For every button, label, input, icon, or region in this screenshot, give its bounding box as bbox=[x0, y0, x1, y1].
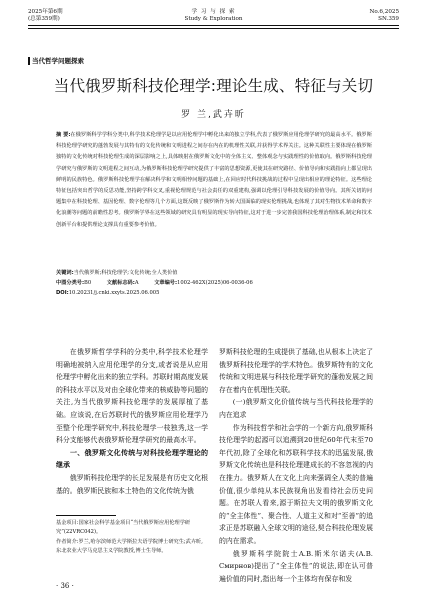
header-journal-en: Study & Exploration bbox=[184, 16, 243, 22]
body-paragraph: 罗斯科技伦理的生成提供了基础,也从根本上决定了俄罗斯科技伦理学的学术特色。俄罗斯特有的文化传统和文明进展与科技伦理学研究的蓬勃发展之间存在着内在机理性关联。 bbox=[219, 348, 373, 394]
clc-code: 中图分类号:B0 bbox=[56, 280, 92, 286]
subsection-heading: (一)俄罗斯文化价值传统与当代科技伦理学的内在追求 bbox=[219, 398, 373, 419]
header-rule-top bbox=[28, 25, 399, 26]
section-marker bbox=[28, 57, 30, 65]
article-number: 文章编号:1002-462X(2025)06-0036-06 bbox=[154, 280, 253, 286]
body-column-left bbox=[56, 346, 208, 497]
header-issue-en-block bbox=[369, 9, 399, 23]
header-rule-bottom bbox=[28, 28, 399, 29]
doi-label: DOI: bbox=[56, 290, 69, 296]
abstract-text: 在俄罗斯科学学科分类中,科学技术伦理学是以应用伦理学中孵化出来的独立学科,代表了俄罗斯应用伦理学研究的最高水平。俄罗斯科技伦理学研究的蓬勃发展与其特有的文化传统和文明进程之间存在内在的机理性关联,并获得学术界关注。这种关联性主要体现在俄罗斯独特的文化传统对科技伦理生成的深层影响之上,具体映射在俄罗斯文化中的全体主义、整体观念与实践理性的价值取向。俄罗斯科技伦理学研究与俄罗斯的文明进程之间互动,为俄罗斯科技伦理学研究提供了丰富的思想资源,更使其在研究路径、价值导向和实践指向上都呈现出鲜明的民族特色。俄罗斯科技伦理学在解决科学和文明相悖问题的基础上,在回应时代科技挑战的过程中呈现出相应的理论特征。这些理论特征包括突出哲学的反思功能,坚持跨学科交叉,重视伦理规范与社会责任的双重建构,强调以伦理引导科技发展的价值导向。其所关切的问题集中在科技伦理、基因伦理、数字伦理等几个方面,这既反映了俄罗斯作为转大国面临的现实伦理挑战,也体现了其对生物技术革命和数字化浪潮等问题的前瞻性思考。俄罗斯学界在这些领域的研究具有明显的现实导向特征,这对于进一步完善我国科技伦理治理体系,制定和技术创新平台和提供理论支撑具有重要参考价值。 bbox=[56, 132, 372, 228]
keywords-text: 当代俄罗斯;科技伦理学;文化传统;全人类价值 bbox=[73, 270, 178, 276]
document-code: 文献标志码:A bbox=[106, 280, 139, 286]
body-paragraph: 作为科技哲学和社会学的一个新方向,俄罗斯科技伦理学的起源可以追溯到20世纪60年代末至70年代初,除了全球化和苏联科学技术的迅猛发展,俄罗斯文化传统也是科技伦理建成长的不容忽视的内在推力。俄罗斯人在文化上向来强调全人类的普遍价值,很少单纯从本民族视角出发看待社会历史问题。在苏联人看来,源于斯拉夫文明的俄罗斯文化的“全主体性”、聚合性、人道主义和对“至善”的追求正是苏联融入全球文明的途径,契合科技伦理发展的内在需求。 bbox=[219, 423, 373, 545]
keywords bbox=[56, 269, 372, 278]
article-title: 当代俄罗斯科技伦理学:理论生成、特征与关切 bbox=[53, 77, 374, 95]
header-serial-en: SN.359 bbox=[378, 16, 399, 22]
abstract-label: 摘 要: bbox=[56, 132, 71, 138]
body-paragraph: 俄罗斯科学院院士A.B.斯米尔诺夫(A.B. Смирнов)提出了“全主体性”的说法,即在认可普遍价值的同时,指出每一个主体均有保存和发 bbox=[219, 549, 373, 583]
header-journal-block bbox=[0, 9, 427, 23]
doi-value: 10.20231/j.cnki.xxyts.2025.06.005 bbox=[68, 290, 160, 296]
article-authors: 罗 兰,武卉昕 bbox=[181, 110, 246, 120]
footnote-fund: 基金项目:国家社会科学基金项目“当代俄罗斯应用伦理学研究”(22VRC042)。 bbox=[56, 520, 191, 536]
header-issue: 2025年第6期 bbox=[28, 9, 63, 15]
classification-row bbox=[56, 279, 372, 288]
section-label: 当代哲学问题探索 bbox=[32, 57, 84, 65]
footnote-author-bio: 作者简介:罗兰,哈尔滨师范大学斯拉夫语学院博士研究生;武卉昕,东北农业大学马克思主义学院教授,博士生导师。 bbox=[56, 538, 203, 554]
header-total-issue: (总第359期) bbox=[28, 16, 60, 22]
body-paragraph: 在俄罗斯哲学学科的分类中,科学技术伦理学明确地被纳入应用伦理学的分支,或者说是从应用伦理学中孵化出来的独立学科。苏联时期高度发展的科技水平以及对由全球化带来的核威胁等问题的关注,为当代俄罗斯科技伦理学的发展厚植了基础。应该说,在后苏联时代的俄罗斯应用伦理学乃至整个伦理学研究中,科技伦理学一枝独秀,这一学科分支能够代表俄罗斯伦理学研究的最高水平。 bbox=[56, 348, 208, 445]
section-heading: 一、俄罗斯文化传统与对科技伦理学理论的继承 bbox=[56, 448, 208, 470]
footnote bbox=[56, 519, 208, 556]
footnote-rule bbox=[56, 515, 116, 516]
page-number: · 36 · bbox=[56, 582, 74, 590]
keywords-label: 关键词: bbox=[56, 270, 74, 276]
abstract bbox=[56, 130, 372, 231]
doi bbox=[56, 289, 372, 298]
header-issue-en: No.6,2025 bbox=[369, 9, 399, 15]
header-journal-cn: 学 习 与 探 索 bbox=[191, 9, 236, 15]
body-column-right bbox=[219, 346, 373, 585]
body-paragraph: 俄罗斯科技伦理学的长足发展是有历史文化根基的。俄罗斯民族和本土特色的文化传统为俄 bbox=[56, 473, 208, 495]
